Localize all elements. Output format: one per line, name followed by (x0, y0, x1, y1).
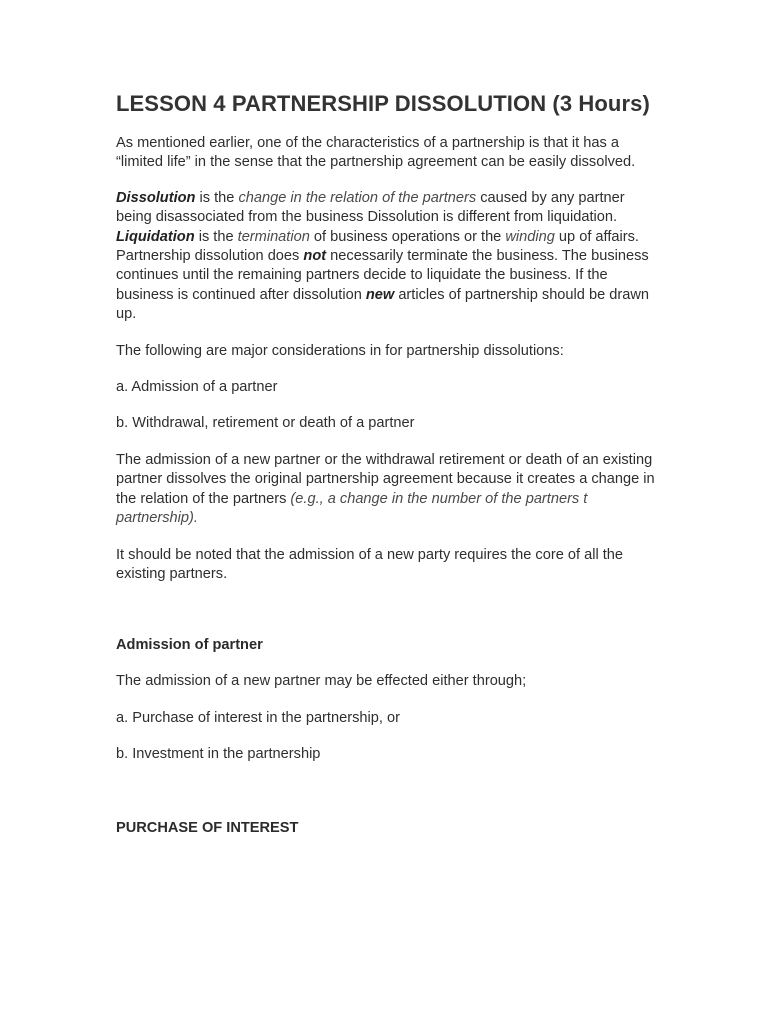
dissolution-text-4: of business operations or the (309, 228, 506, 245)
purchase-heading: PURCHASE OF INTEREST (116, 819, 299, 836)
dissolution-term: Dissolution (116, 189, 196, 206)
considerations-intro: The following are major considerations in for partnership dissolutions: (116, 342, 564, 359)
consideration-a: a. Admission of a partner (116, 379, 278, 396)
liquidation-term: Liquidation (116, 228, 195, 245)
change-phrase: change in the relation of the partners (238, 189, 477, 206)
dissolution-text-7: articles of partnership should be drawn up. (116, 286, 649, 323)
method-b: b. Investment in the partnership (116, 746, 321, 763)
winding-word: winding (505, 228, 555, 245)
admission-example-note: (e.g., a change in the number of the partners t partnership). (116, 490, 588, 527)
dissolution-text-2: caused by any partner being disassociated from the business Dissolution is different from liquidation. (116, 189, 625, 226)
termination-word: termination (237, 228, 310, 245)
dissolution-paragraph (116, 189, 656, 325)
admission-methods-intro: The admission of a new partner may be effected either through; (116, 673, 527, 690)
document-page (116, 88, 656, 838)
admission-text: The admission of a new partner or the withdrawal retirement or death of an existing partner dissolves the original partnership agreement because it creates a change in the relation of the partners (116, 451, 655, 507)
consideration-b: b. Withdrawal, retirement or death of a partner (116, 415, 415, 432)
dissolution-text-1: is the (195, 189, 239, 206)
dissolution-text-3: is the (194, 228, 238, 245)
not-word: not (303, 248, 327, 265)
dissolution-text-5: up of affairs. Partnership dissolution does (116, 228, 639, 265)
admission-paragraph (116, 451, 656, 529)
intro-paragraph: As mentioned earlier, one of the characteristics of a partnership is that it has a “limited life” in the sense that the partnership agreement can be easily dissolved. (116, 135, 636, 171)
lesson-title: LESSON 4 PARTNERSHIP DISSOLUTION (3 Hours) (116, 91, 650, 116)
method-a: a. Purchase of interest in the partnership, or (116, 709, 400, 726)
dissolution-text-6: necessarily terminate the business. The business continues until the remaining partners decide to liquidate the business. If the business is continued after dissolution (116, 248, 649, 303)
admission-heading: Admission of partner (116, 637, 263, 654)
new-word: new (365, 286, 395, 303)
consent-paragraph: It should be noted that the admission of a new party requires the core of all the existing partners. (116, 546, 624, 582)
